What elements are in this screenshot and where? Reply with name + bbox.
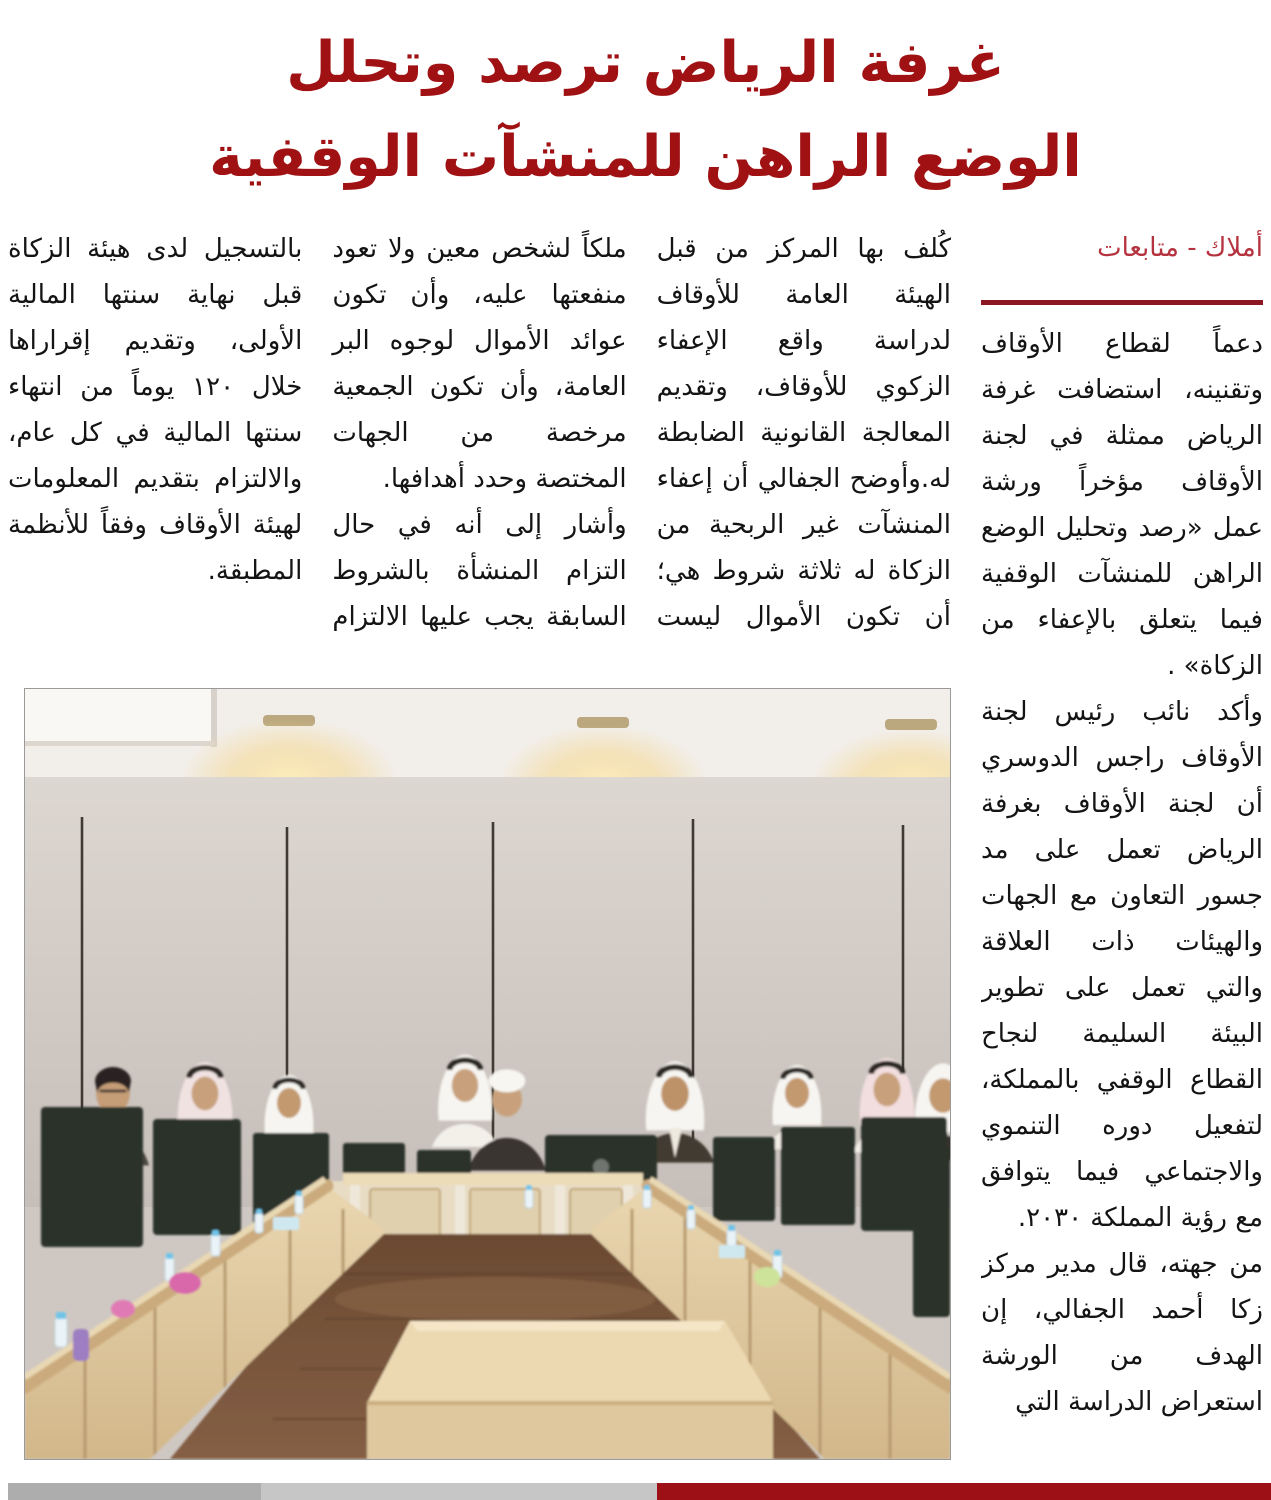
bottom-bar-light-grey-segment	[261, 1483, 657, 1500]
article-headline	[0, 0, 1271, 204]
article-content	[0, 226, 1271, 1460]
right-column-paragraph: دعماً لقطاع الأوقاف وتقنينه، استضافت غرفة الرياض ممثلة في لجنة الأوقاف مؤخراً ورشة عمل «رصد وتحليل الوضع الراهن للمنشآت الوقفية فيما يتعلق بالإعفاء من الزكاة» .	[981, 328, 1263, 681]
right-column-paragraph: وأكد نائب رئيس لجنة الأوقاف راجس الدوسري أن لجنة الأوقاف بغرفة الرياض تعمل على مد جسور التعاون مع الجهات والهيئات ذات العلاقة والتي تعمل على تطوير البيئة السليمة لنجاح القطاع الوقفي بالمملكة، لتفعيل دوره التنموي والاجتماعي فيما يتوافق مع رؤية المملكة ٢٠٣٠.	[981, 696, 1263, 1233]
right-column	[981, 226, 1263, 1460]
meeting-photo	[24, 688, 951, 1460]
section-label: أملاك - متابعات	[1097, 233, 1263, 263]
right-column-paragraph: من جهته، قال مدير مركز زكا أحمد الجفالي، إن الهدف من الورشة استعراض الدراسة التي	[981, 1248, 1263, 1417]
bottom-bar	[8, 1483, 1271, 1500]
headline-line-2: الوضع الراهن للمنشآت الوقفية	[209, 124, 1082, 190]
article-paragraph: وأشار إلى أنه في حال التزام المنشأة بالشروط السابقة يجب عليها الالتزام بالتسجيل لدى هيئة الزكاة قبل نهاية سنتها المالية الأولى، وتقديم إقراراها خلال ١٢٠ يوماً من انتهاء سنتها المالية في كل عام، والالتزام بتقديم المعلومات لهيئة الأوقاف وفقاً للأنظمة المطبقة.	[8, 234, 627, 632]
section-divider	[981, 300, 1263, 305]
headline-line-1: غرفة الرياض ترصد وتحلل	[286, 30, 1005, 96]
bottom-bar-red-segment	[657, 1483, 1271, 1500]
article-paragraph: كُلف بها المركز من قبل الهيئة العامة للأوقاف لدراسة واقع الإعفاء الزكوي للأوقاف، وتقديم المعالجة القانونية الضابطة له.وأوضح الجفالي أن إعفاء المنشآت غير الربحية من الزكاة له ثلاثة شروط هي؛ أن تكون الأموال ليست ملكاً لشخص معين ولا تعود منفعتها عليه، وأن تكون عوائد الأموال لوجوه البر العامة، وأن تكون الجمعية مرخصة من الجهات المختصة وحدد أهدافها.	[332, 234, 951, 632]
main-area	[8, 226, 951, 1460]
bottom-bar-dark-grey-segment	[8, 1483, 261, 1500]
center-table	[367, 1321, 773, 1459]
article-columns	[8, 226, 951, 678]
